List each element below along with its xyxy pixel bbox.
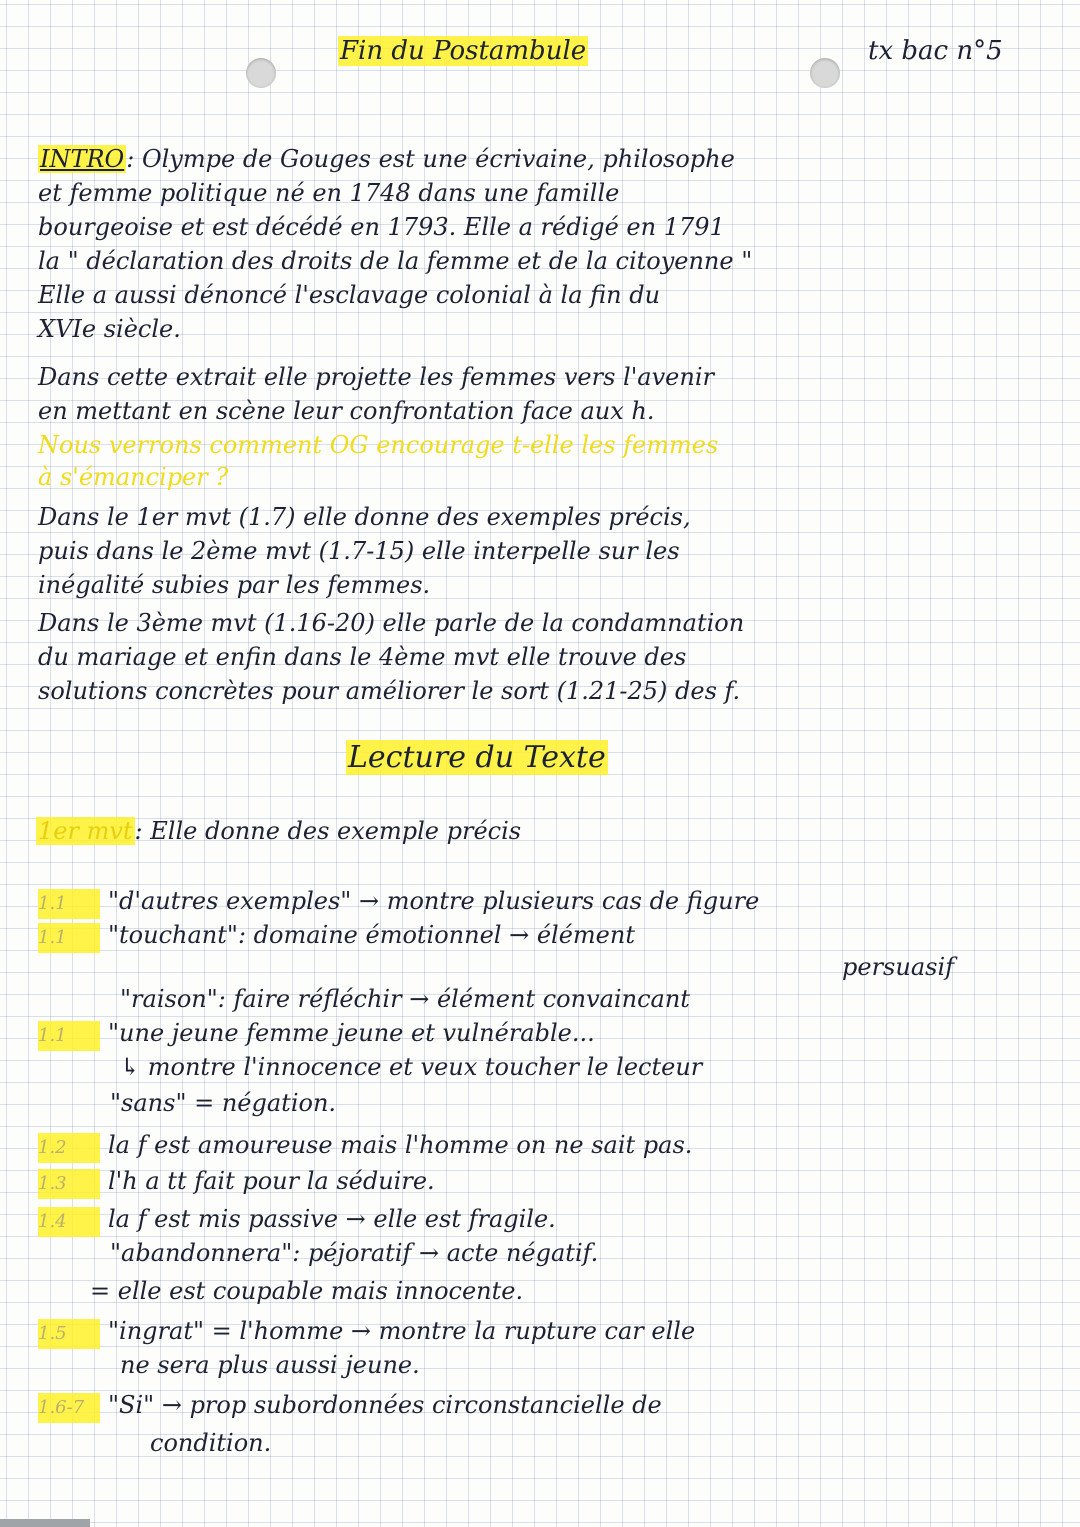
line-ref: 1.1 [38, 923, 100, 953]
note-line: condition. [150, 1429, 272, 1457]
plan-line: du mariage et enfin dans le 4ème mvt elle trouve des [38, 643, 687, 671]
line-ref: 1.1 [38, 889, 100, 919]
note-line: 1.1 "touchant": domaine émotionnel → élément [38, 920, 635, 953]
line-ref: 1.3 [38, 1169, 100, 1199]
intro-line: la " déclaration des droits de la femme et de la citoyenne " [38, 247, 753, 275]
note-line: 1.4 la f est mis passive → elle est fragile. [38, 1204, 556, 1237]
note-line: persuasif [842, 953, 954, 981]
plan-line: Dans le 3ème mvt (1.16-20) elle parle de la condamnation [38, 609, 745, 637]
extract-line: en mettant en scène leur confrontation face aux h. [38, 397, 655, 425]
note-line: "abandonnera": péjoratif → acte négatif. [110, 1239, 599, 1267]
note-line: ↳ montre l'innocence et veux toucher le lecteur [120, 1053, 703, 1081]
note-line: 1.6-7 "Si" → prop subordonnées circonstancielle de [38, 1390, 662, 1423]
note-line: "raison": faire réfléchir → élément convaincant [120, 985, 690, 1013]
extract-line: Dans cette extrait elle projette les femmes vers l'avenir [38, 363, 714, 391]
movement-text: : Elle donne des exemple précis [134, 817, 522, 845]
problematic-line: à s'émanciper ? [38, 463, 229, 491]
punch-hole-left [246, 58, 276, 88]
plan-line: puis dans le 2ème mvt (1.7-15) elle interpelle sur les [38, 537, 680, 565]
punch-hole-right [810, 58, 840, 88]
note-line: 1.2 la f est amoureuse mais l'homme on ne sait pas. [38, 1130, 692, 1163]
line-ref: 1.2 [38, 1133, 100, 1163]
problematic-line: Nous verrons comment OG encourage t-elle les femmes [38, 431, 719, 459]
line-ref: 1.5 [38, 1319, 100, 1349]
scan-edge-mark [0, 1519, 90, 1527]
page-tag: tx bac n°5 [868, 36, 1003, 66]
line-ref: 1.4 [38, 1207, 100, 1237]
intro-label: INTRO [40, 145, 125, 173]
intro-line: Elle a aussi dénoncé l'esclavage colonial à la fin du [38, 281, 661, 309]
line-ref: 1.6-7 [38, 1393, 100, 1423]
note-line: 1.3 l'h a tt fait pour la séduire. [38, 1166, 435, 1199]
intro-line: et femme politique né en 1748 dans une famille [38, 179, 620, 207]
note-line: 1.5 "ingrat" = l'homme → montre la rupture car elle [38, 1316, 695, 1349]
movement-label: 1er mvt [38, 817, 133, 845]
note-line: 1.1 "une jeune femme jeune et vulnérable... [38, 1018, 595, 1051]
movement-heading [36, 816, 521, 846]
plan-line: Dans le 1er mvt (1.7) elle donne des exemples précis, [38, 503, 691, 531]
section-heading: Lecture du Texte [348, 740, 606, 775]
plan-line: solutions concrètes pour améliorer le sort (1.21-25) des f. [38, 677, 741, 705]
note-line: = elle est coupable mais innocente. [90, 1277, 524, 1305]
intro-line: bourgeoise et est décédé en 1793. Elle a rédigé en 1791 [38, 213, 725, 241]
intro-line [38, 144, 735, 174]
note-line: "sans" = négation. [110, 1089, 337, 1117]
plan-line: inégalité subies par les femmes. [38, 571, 431, 599]
line-ref: 1.1 [38, 1021, 100, 1051]
page-title: Fin du Postambule [340, 36, 587, 66]
intro-line: XVIe siècle. [38, 315, 181, 343]
note-line: ne sera plus aussi jeune. [120, 1351, 420, 1379]
intro-text: : Olympe de Gouges est une écrivaine, philosophe [126, 145, 735, 173]
note-line: 1.1 "d'autres exemples" → montre plusieurs cas de figure [38, 886, 759, 919]
